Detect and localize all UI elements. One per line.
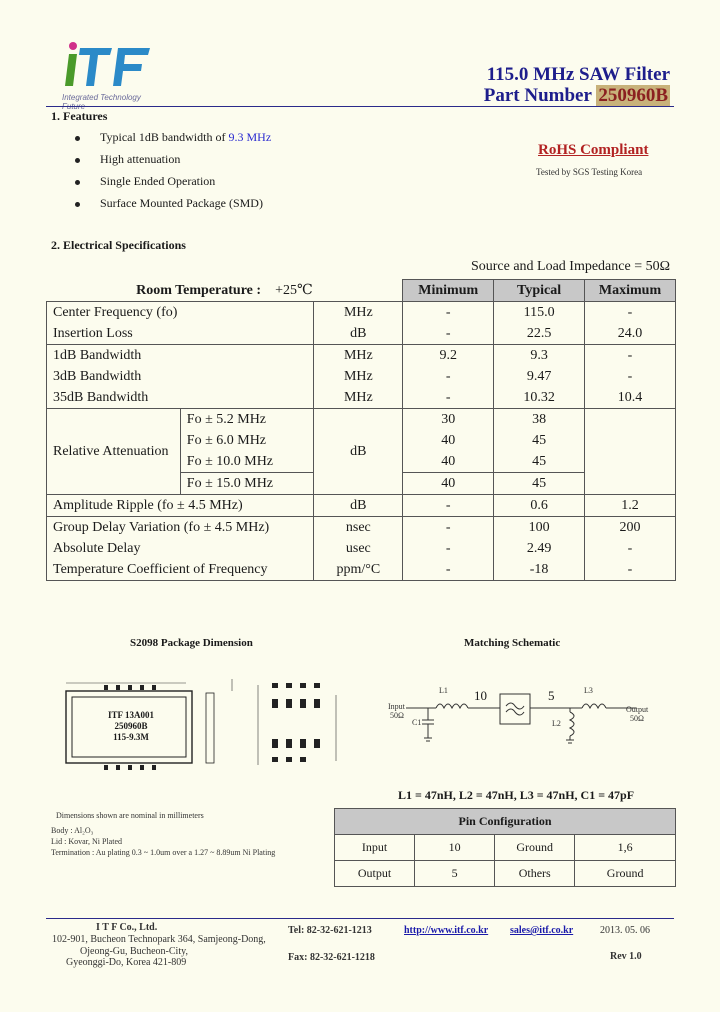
- bullet-icon: [75, 180, 80, 185]
- logo-tagline: Integrated Technology: [62, 93, 141, 102]
- feature-item: [75, 196, 263, 211]
- col-typical: Typical: [494, 280, 585, 302]
- col-minimum: Minimum: [403, 280, 494, 302]
- feature-text: Surface Mounted Package (SMD): [100, 196, 263, 210]
- impedance-note: Source and Load Impedance = 50Ω: [470, 259, 670, 274]
- address-line: 102-901, Bucheon Technopark 364, Samjeong-Dong,: [52, 934, 266, 945]
- marking-line: 115-9.3M: [113, 732, 149, 742]
- table-row: 1dB Bandwidth MHz 9.2 9.3 -: [47, 345, 676, 367]
- feature-text: Typical 1dB bandwidth of: [100, 130, 229, 144]
- issue-date: 2013. 05. 06: [600, 925, 650, 936]
- tel: Tel: 82-32-621-1213: [288, 925, 372, 936]
- bandwidth-highlight: 9.3 MHz: [228, 130, 272, 144]
- table-row: Input 10 Ground 1,6: [335, 835, 676, 861]
- itf-logo-graphic: [62, 40, 162, 90]
- electrical-heading: 2. Electrical Specifications: [51, 238, 186, 252]
- product-title: 115.0 MHz SAW Filter: [486, 64, 670, 85]
- termination-note: Termination : Au plating 0.3 ~ 1.0um over a 1.27 ~ 8.89um Ni Plating: [51, 848, 276, 857]
- features-heading: 1. Features: [51, 109, 108, 123]
- output-ohm: 50Ω: [630, 714, 644, 723]
- part-number-line: [484, 85, 670, 107]
- room-temp-header: Room Temperature : +25℃: [47, 280, 403, 302]
- table-row: Fo ± 6.0 MHz 40 45: [47, 430, 676, 451]
- spec-table: [46, 279, 676, 581]
- marking-line: ITF 13A001: [108, 710, 154, 720]
- part-number-label: Part Number: [483, 85, 592, 106]
- input-label: Input: [388, 702, 405, 711]
- pin5-label: 5: [548, 688, 555, 703]
- feature-item: [75, 174, 215, 189]
- l2-label: L2: [552, 719, 561, 728]
- spec-header-row: [47, 280, 676, 302]
- l3-label: L3: [584, 686, 593, 695]
- attenuation-label: Relative Attenuation: [47, 409, 181, 495]
- table-row: Fo ± 15.0 MHz 40 45: [47, 473, 676, 495]
- dimensions-note: Dimensions shown are nominal in millimeters: [56, 811, 204, 820]
- schematic-title: Matching Schematic: [464, 637, 561, 649]
- package-title: S2098 Package Dimension: [130, 637, 253, 649]
- body-note: Body : Al₂O₃: [51, 826, 94, 835]
- pin-config-table: [334, 808, 676, 887]
- feature-item: [75, 130, 271, 145]
- table-row: Group Delay Variation (fo ± 4.5 MHz) nsec - 100 200: [47, 517, 676, 539]
- lid-note: Lid : Kovar, Ni Plated: [51, 837, 122, 846]
- bullet-icon: [75, 158, 80, 163]
- part-number: 250960B: [598, 85, 668, 106]
- table-row: 35dB Bandwidth MHz - 10.32 10.4: [47, 387, 676, 409]
- col-maximum: Maximum: [585, 280, 676, 302]
- input-ohm: 50Ω: [390, 711, 404, 720]
- rohs-tested-note: Tested by SGS Testing Korea: [536, 167, 643, 177]
- website-link[interactable]: http://www.itf.co.kr: [404, 925, 489, 936]
- fax: Fax: 82-32-621-1218: [288, 952, 375, 963]
- address-line: Ojeong-Gu, Bucheon-City,: [80, 946, 188, 957]
- l1-label: L1: [439, 686, 448, 695]
- c1-label: C1: [412, 718, 422, 727]
- table-row: Amplitude Ripple (fo ± 4.5 MHz) dB - 0.6 1.2: [47, 495, 676, 517]
- revision: Rev 1.0: [610, 951, 642, 962]
- feature-text: High attenuation: [100, 152, 181, 166]
- table-row: Output 5 Others Ground: [335, 861, 676, 887]
- pin-header-row: [335, 809, 676, 835]
- footer-divider: [46, 918, 674, 919]
- company-name: I T F Co., Ltd.: [96, 922, 158, 933]
- address-line: Gyeonggi-Do, Korea 421-809: [66, 957, 187, 968]
- table-row: Center Frequency (fo) MHz - 115.0 -: [47, 302, 676, 324]
- marking-line: 250960B: [114, 721, 148, 731]
- rohs-badge: RoHS Compliant: [538, 142, 649, 158]
- table-row: Insertion Loss dB - 22.5 24.0: [47, 323, 676, 345]
- table-row: Fo ± 10.0 MHz 40 45: [47, 451, 676, 473]
- email-link[interactable]: sales@itf.co.kr: [510, 925, 574, 936]
- table-row: Absolute Delay usec - 2.49 -: [47, 538, 676, 559]
- package-marking: [76, 710, 186, 743]
- header-divider: [46, 106, 674, 107]
- bullet-icon: [75, 136, 80, 141]
- table-row: Relative Attenuation Fo ± 5.2 MHz dB 30 38: [47, 409, 676, 431]
- company-logo: [62, 40, 162, 100]
- feature-text: Single Ended Operation: [100, 174, 216, 188]
- output-label: Output: [626, 705, 649, 714]
- component-values: L1 = 47nH, L2 = 47nH, L3 = 47nH, C1 = 47pF: [398, 788, 635, 802]
- table-row: Temperature Coefficient of Frequency ppm/°C - -18 -: [47, 559, 676, 581]
- feature-item: [75, 152, 180, 167]
- pin10-label: 10: [474, 688, 487, 703]
- table-row: 3dB Bandwidth MHz - 9.47 -: [47, 366, 676, 387]
- bullet-icon: [75, 202, 80, 207]
- pin-config-title: Pin Configuration: [335, 809, 676, 835]
